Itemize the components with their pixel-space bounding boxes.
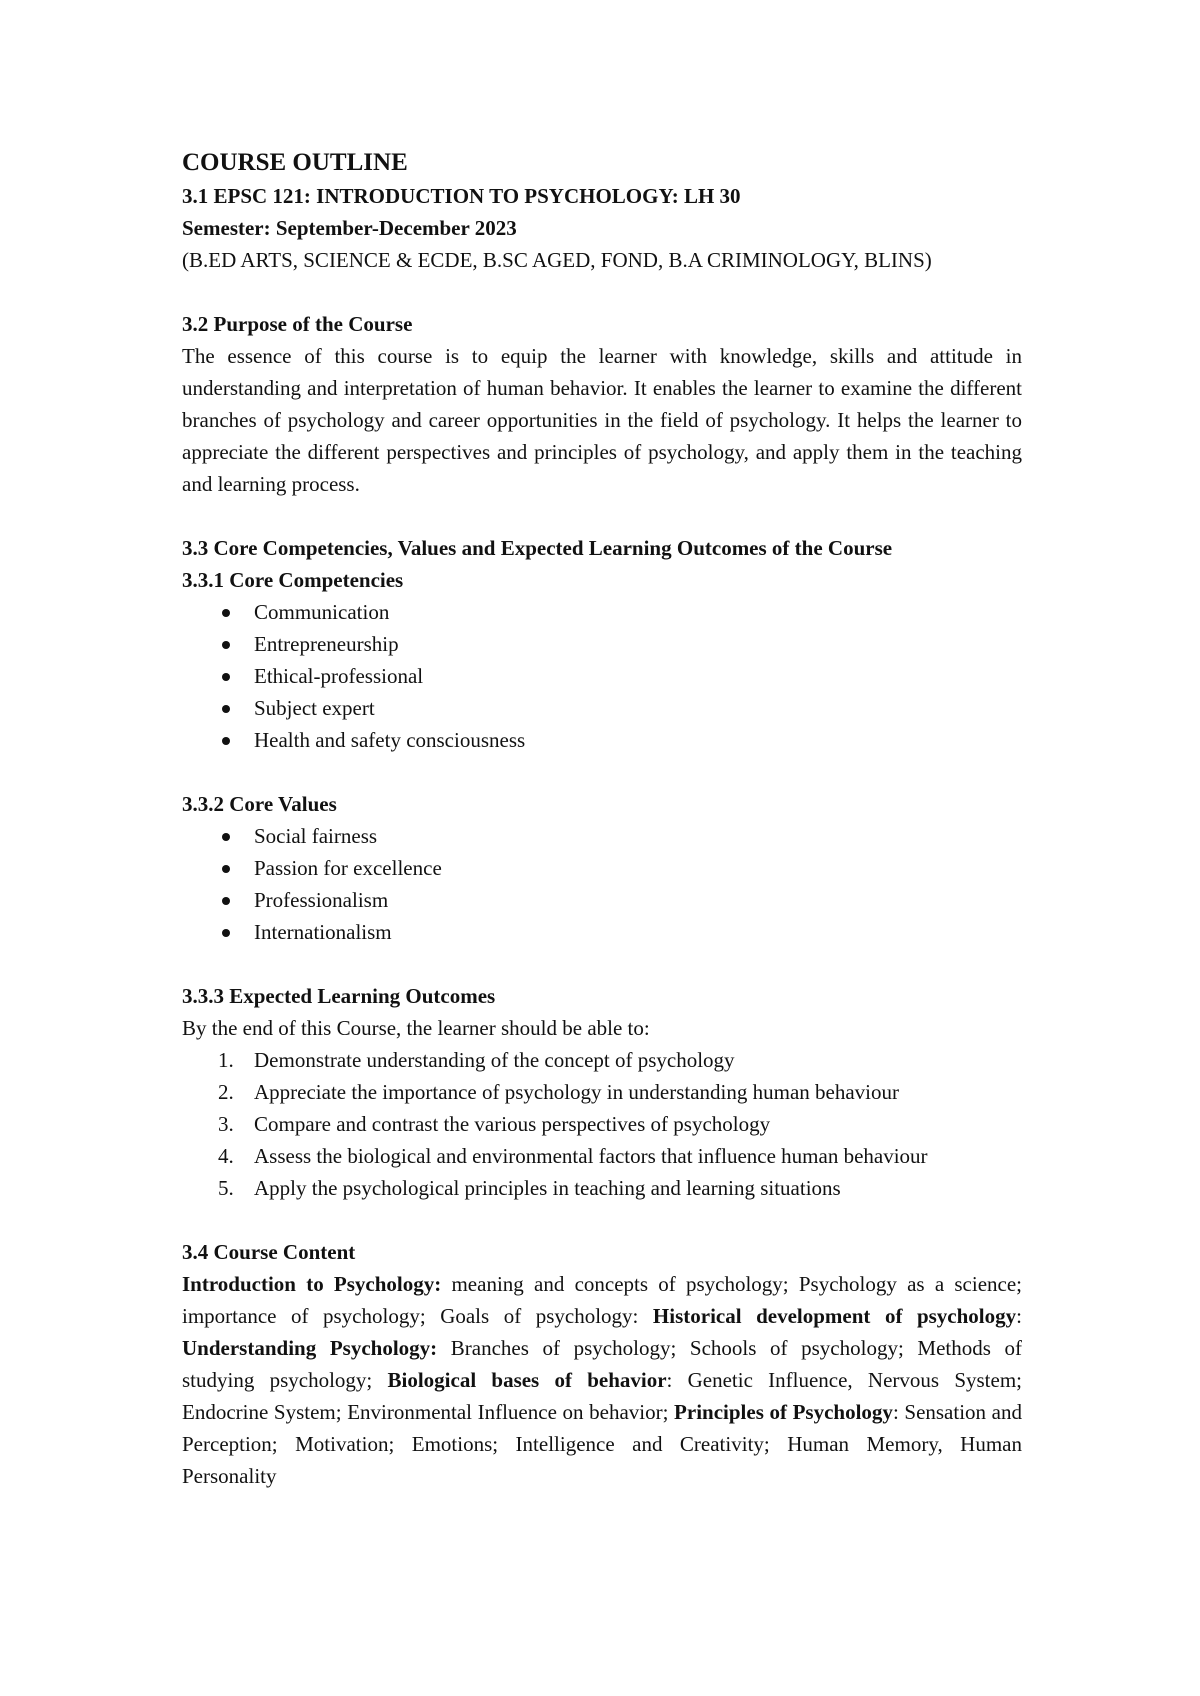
spacer [182,500,1022,532]
core-competencies-heading: 3.3.1 Core Competencies [182,568,404,592]
content-run: meaning and concepts of psychology; Psychology as a science; importance of psychology; Goals of psychology: [182,1272,1022,1328]
course-code-title: 3.1 EPSC 121: INTRODUCTION TO PSYCHOLOGY: LH 30 [182,184,741,208]
content-run: Understanding Psychology: [182,1336,438,1360]
course-content-heading: 3.4 Course Content [182,1240,356,1264]
core-values-list [182,820,1022,948]
list-item [182,1172,1022,1204]
bullet-icon [222,641,230,649]
learning-outcomes-intro: By the end of this Course, the learner should be able to: [182,1016,650,1040]
list-number: 1. [218,1048,234,1072]
bullet-icon [222,897,230,905]
list-number: 2. [218,1080,234,1104]
list-item-text: Entrepreneurship [254,632,399,656]
spacer [182,756,1022,788]
competencies-section-heading: 3.3 Core Competencies, Values and Expected Learning Outcomes of the Course [182,536,893,560]
bullet-icon [222,865,230,873]
content-run: Historical development of psychology [652,1304,1017,1328]
content-run: Branches of psychology; Schools of psychology; Methods of studying psychology; [182,1336,1023,1392]
content-run: : Sensation and Perception; Motivation; Emotions; Intelligence and Creativity; Human Memory, Human Personality [182,1400,1022,1488]
bullet-icon [222,737,230,745]
list-item-text: Subject expert [254,696,375,720]
list-item [182,1108,1022,1140]
programmes-line: (B.ED ARTS, SCIENCE & ECDE, B.SC AGED, FOND, B.A CRIMINOLOGY, BLINS) [182,248,932,272]
spacer [182,276,1022,308]
spacer [182,1204,1022,1236]
learning-outcomes-list [182,1044,1022,1204]
list-number: 4. [218,1144,234,1168]
bullet-icon [222,929,230,937]
content-run: Principles of Psychology [674,1400,893,1424]
list-item-text: Internationalism [254,920,392,944]
list-number: 3. [218,1112,234,1136]
list-item [182,660,1022,692]
list-item-text: Communication [254,600,390,624]
list-item-text: Professionalism [254,888,389,912]
semester-line: Semester: September-December 2023 [182,216,517,240]
content-run: Introduction to Psychology: [182,1272,442,1296]
document-title: COURSE OUTLINE [182,149,408,176]
list-item-text: Assess the biological and environmental factors that influence human behaviour [254,1144,928,1168]
list-item [182,628,1022,660]
content-run: : Genetic Influence, Nervous System; Endocrine System; Environmental Influence on behavior; [182,1368,1022,1424]
content-run: Biological bases of behavior [387,1368,667,1392]
bullet-icon [222,705,230,713]
document-page [182,146,1022,1492]
core-competencies-list [182,596,1022,756]
list-item [182,1044,1022,1076]
bullet-icon [222,609,230,617]
list-number: 5. [218,1176,234,1200]
list-item [182,820,1022,852]
list-item [182,1076,1022,1108]
bullet-icon [222,833,230,841]
core-values-heading: 3.3.2 Core Values [182,792,337,816]
list-item-text: Apply the psychological principles in teaching and learning situations [254,1176,841,1200]
list-item [182,884,1022,916]
list-item [182,1140,1022,1172]
list-item [182,852,1022,884]
list-item-text: Social fairness [254,824,378,848]
list-item-text: Compare and contrast the various perspectives of psychology [254,1112,771,1136]
list-item-text: Passion for excellence [254,856,442,880]
purpose-text: The essence of this course is to equip the learner with knowledge, skills and attitude in understanding and interpretation of human behavior. It enables the learner to examine the different branches of psychology and career opportunities in the field of psychology. It helps the learner to appreciate the different perspectives and principles of psychology, and apply them in the teaching and learning process. [182,344,1022,496]
list-item-text: Demonstrate understanding of the concept of psychology [254,1048,735,1072]
list-item [182,916,1022,948]
learning-outcomes-heading: 3.3.3 Expected Learning Outcomes [182,984,496,1008]
content-run: : [1016,1304,1022,1328]
purpose-heading: 3.2 Purpose of the Course [182,312,413,336]
list-item [182,724,1022,756]
course-content-paragraph [182,1268,1022,1492]
list-item-text: Ethical-professional [254,664,424,688]
list-item-text: Health and safety consciousness [254,728,526,752]
list-item [182,692,1022,724]
list-item-text: Appreciate the importance of psychology in understanding human behaviour [254,1080,899,1104]
list-item [182,596,1022,628]
spacer [182,948,1022,980]
bullet-icon [222,673,230,681]
